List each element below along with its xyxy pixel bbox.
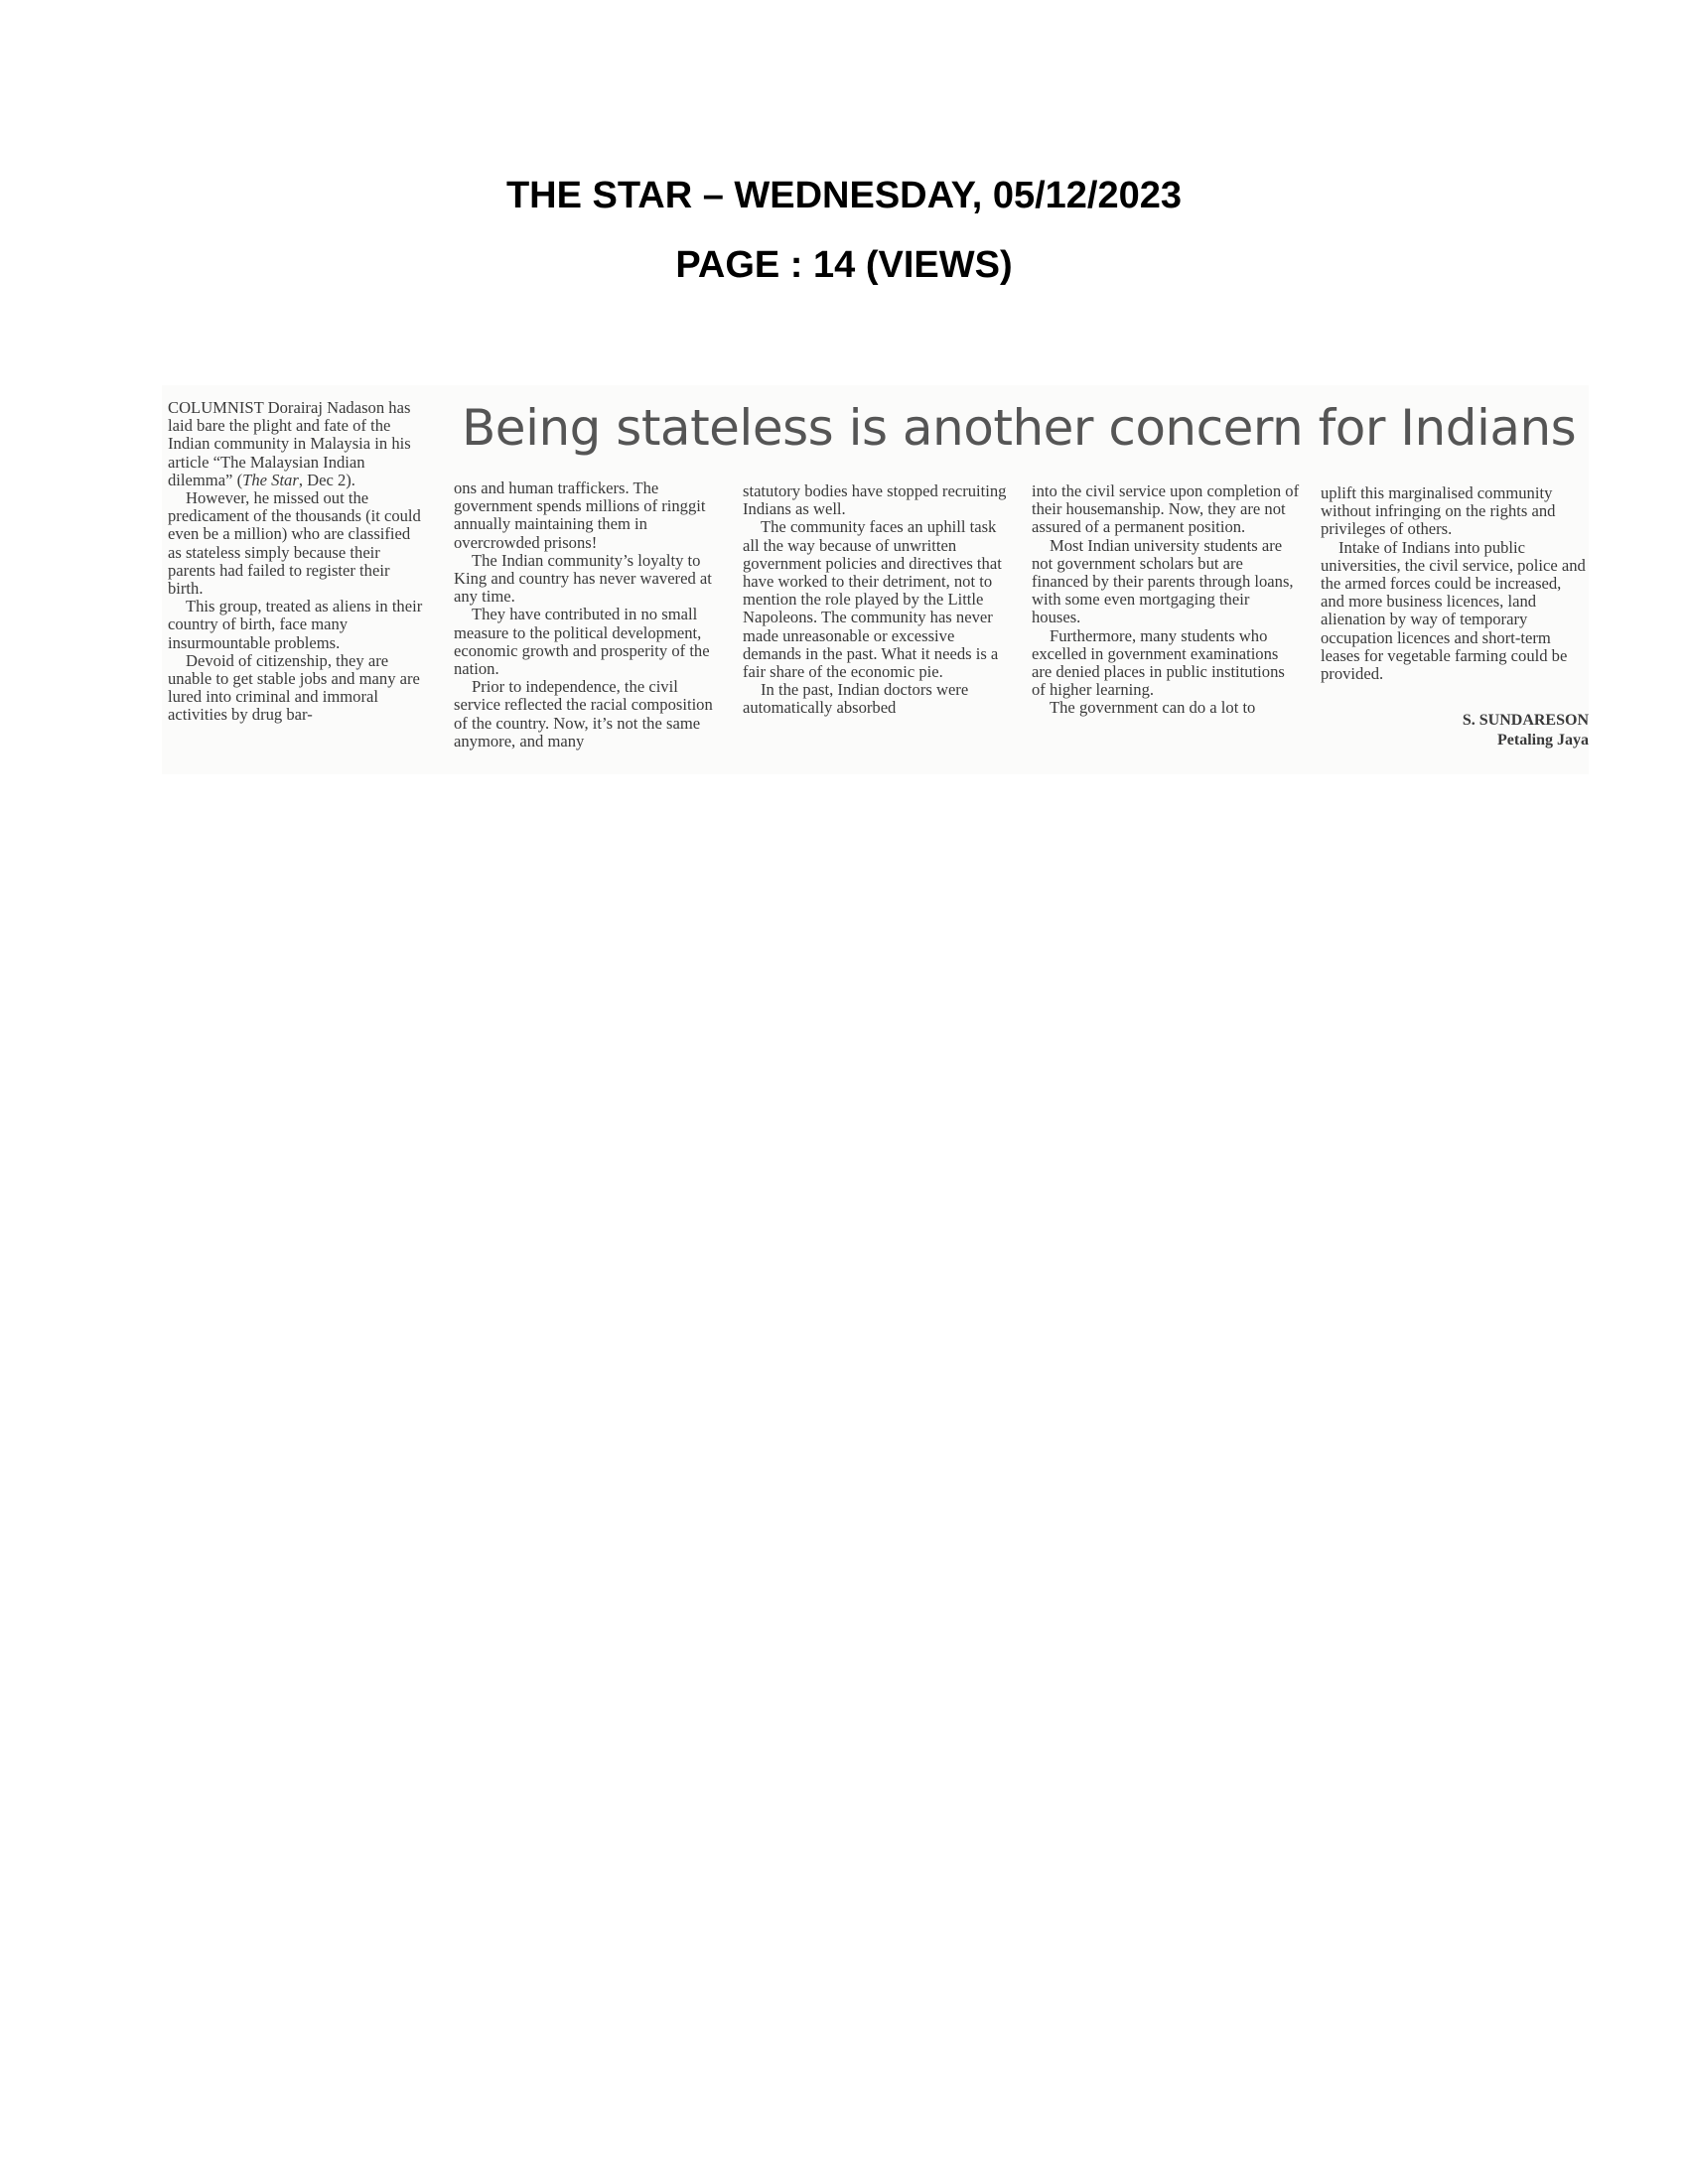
article-column-2 <box>454 479 724 751</box>
article-paragraph: uplift this marginalised community without infringing on the rights and privileges of others. <box>1321 483 1556 539</box>
author-signature <box>1321 711 1589 751</box>
newspaper-clipping <box>162 385 1589 774</box>
article-paragraph: They have contributed in no small measure to the political development, economic growth and prosperity of the nation. <box>454 605 710 679</box>
article-paragraph: Intake of Indians into public universities, the civil service, police and the armed forces could be increased, and more business licences, land alienation by way of temporary occupation licences and short-term leases for vegetable farming could be provided. <box>1321 537 1586 684</box>
article-paragraph: statutory bodies have stopped recruiting Indians as well. <box>743 481 1007 519</box>
author-name: S. SUNDARESON <box>1462 712 1589 730</box>
article-column-4 <box>1032 482 1302 718</box>
publication-name: The Star <box>242 470 299 489</box>
article-paragraph: In the past, Indian doctors were automatically absorbed <box>743 680 969 718</box>
article-paragraph: This group, treated as aliens in their country of birth, face many insurmountable problems. <box>168 597 423 652</box>
article-column-1 <box>168 399 428 725</box>
article-paragraph: Furthermore, many students who excelled in government examinations are denied places in public institutions of higher learning. <box>1032 625 1285 700</box>
article-headline: Being stateless is another concern for Indians <box>462 399 1577 457</box>
article-paragraph: The government can do a lot to <box>1050 698 1256 718</box>
article-paragraph: Prior to independence, the civil service reflected the racial composition of the country. Now, it’s not the same anymore, and many <box>454 677 713 751</box>
article-paragraph: ons and human traffickers. The government spends millions of ringgit annually maintaining them in overcrowded prisons! <box>454 478 706 552</box>
page-header-publication: THE STAR – WEDNESDAY, 05/12/2023 <box>505 175 1183 216</box>
article-column-3 <box>743 482 1013 718</box>
article-paragraph: However, he missed out the predicament of the thousands (it could even be a million) who are classified as stateless simply because their parents had failed to register their birth. <box>168 488 421 599</box>
article-paragraph: The Indian community’s loyalty to King and country has never wavered at any time. <box>454 550 712 607</box>
author-location: Petaling Jaya <box>1497 732 1589 750</box>
article-column-5 <box>1321 484 1589 751</box>
article-paragraph: Most Indian university students are not government scholars but are financed by their parents through loans, with some even mortgaging their houses. <box>1032 535 1294 627</box>
article-paragraph: The community faces an uphill task all the way because of unwritten government policies and directives that have worked to their detriment, not to mention the role played by the Little Napoleons. The community has never made unreasonable or excessive demands in the past. What it needs is a fair share of the economic pie. <box>743 517 1002 682</box>
article-paragraph: Devoid of citizenship, they are unable to get stable jobs and many are lured into criminal and immoral activities by drug bar- <box>168 650 420 725</box>
article-paragraph: COLUMNIST Dorairaj Nadason has laid bare the plight and fate of the Indian community in Malaysia in his article “The Malaysian Indian dilemma” (The Star, Dec 2). <box>168 398 411 489</box>
page-header-page-number: PAGE : 14 (VIEWS) <box>675 244 1013 286</box>
article-paragraph: into the civil service upon completion of their housemanship. Now, they are not assured of a permanent position. <box>1032 481 1300 537</box>
